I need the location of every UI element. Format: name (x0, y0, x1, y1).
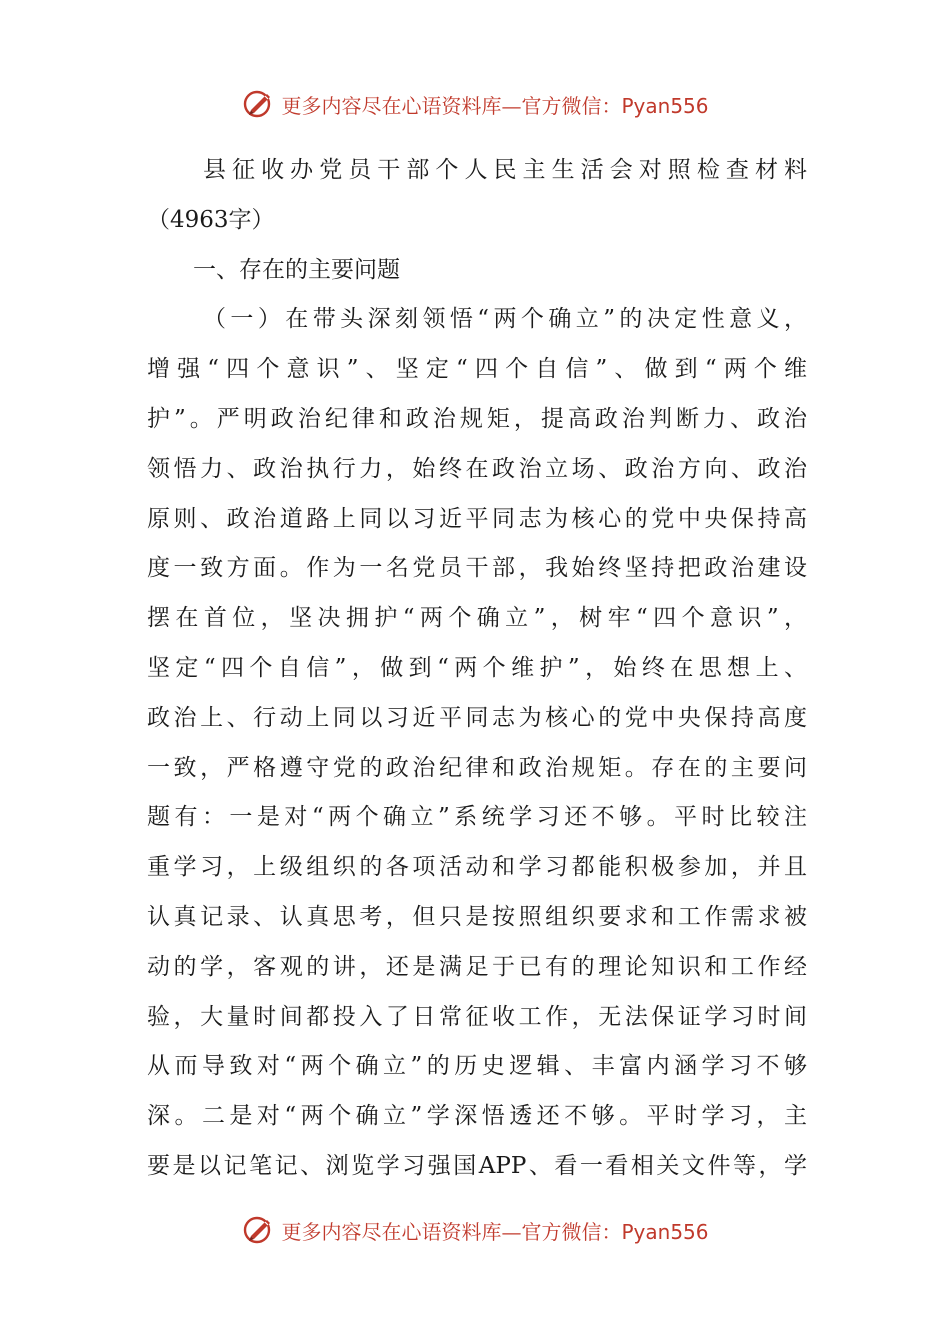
watermark-text (281, 1216, 708, 1245)
watermark-text (281, 90, 708, 119)
paragraph-line: 坚定“四个自信”，做到“两个维护”，始终在思想上、 (147, 654, 807, 681)
pen-logo-icon (241, 1212, 277, 1248)
paragraph-line: 动的学，客观的讲，还是满足于已有的理论知识和工作经 (147, 953, 807, 980)
watermark-label: 更多内容尽在心语资料库—官方微信： (281, 1219, 622, 1244)
paragraph-line: 重学习，上级组织的各项活动和学习都能积极参加，并且 (147, 854, 807, 881)
paragraph-line: 护”。严明政治纪律和政治规矩，提高政治判断力、政治 (147, 405, 807, 432)
paragraph-line: 认真记录、认真思考，但只是按照组织要求和工作需求被 (147, 903, 807, 930)
document-body (147, 146, 807, 1192)
section-heading: 一、存在的主要问题 (193, 256, 400, 283)
paragraph-line: 政治上、行动上同以习近平同志为核心的党中央保持高度 (147, 704, 807, 731)
paragraph-line: 验，大量时间都投入了日常征收工作，无法保证学习时间 (147, 1003, 807, 1030)
paragraph-line: 要是以记笔记、浏览学习强国APP、看一看相关文件等，学 (147, 1152, 807, 1179)
footer-watermark (0, 1210, 950, 1250)
paragraph-line: 增强“四个意识”、坚定“四个自信”、做到“两个维 (147, 356, 807, 383)
paragraph-line: 领悟力、政治执行力，始终在政治立场、政治方向、政治 (147, 455, 807, 482)
paragraph-line: 从而导致对“两个确立”的历史逻辑、丰富内涵学习不够 (147, 1053, 807, 1080)
header-watermark (0, 84, 950, 124)
document-title: 县征收办党员干部个人民主生活会对照检查材料 (203, 157, 807, 183)
paragraph-line: 一致，严格遵守党的政治纪律和政治规矩。存在的主要问 (147, 754, 807, 781)
document-word-count: （4963字） (147, 206, 275, 233)
watermark-wechat-id: Pyan556 (621, 93, 709, 118)
watermark-label: 更多内容尽在心语资料库—官方微信： (281, 93, 622, 118)
paragraph-line: 深。二是对“两个确立”学深悟透还不够。平时学习，主 (147, 1103, 807, 1130)
paragraph-line: 度一致方面。作为一名党员干部，我始终坚持把政治建设 (147, 555, 807, 582)
paragraph-line: （一）在带头深刻领悟“两个确立”的决定性意义， (203, 306, 807, 333)
watermark-wechat-id: Pyan556 (621, 1219, 709, 1244)
pen-logo-icon (241, 86, 277, 122)
paragraph-line: 题有：一是对“两个确立”系统学习还不够。平时比较注 (147, 804, 807, 831)
paragraph-line: 摆在首位，坚决拥护“两个确立”，树牢“四个意识”， (147, 605, 807, 632)
paragraph-line: 原则、政治道路上同以习近平同志为核心的党中央保持高 (147, 505, 807, 532)
